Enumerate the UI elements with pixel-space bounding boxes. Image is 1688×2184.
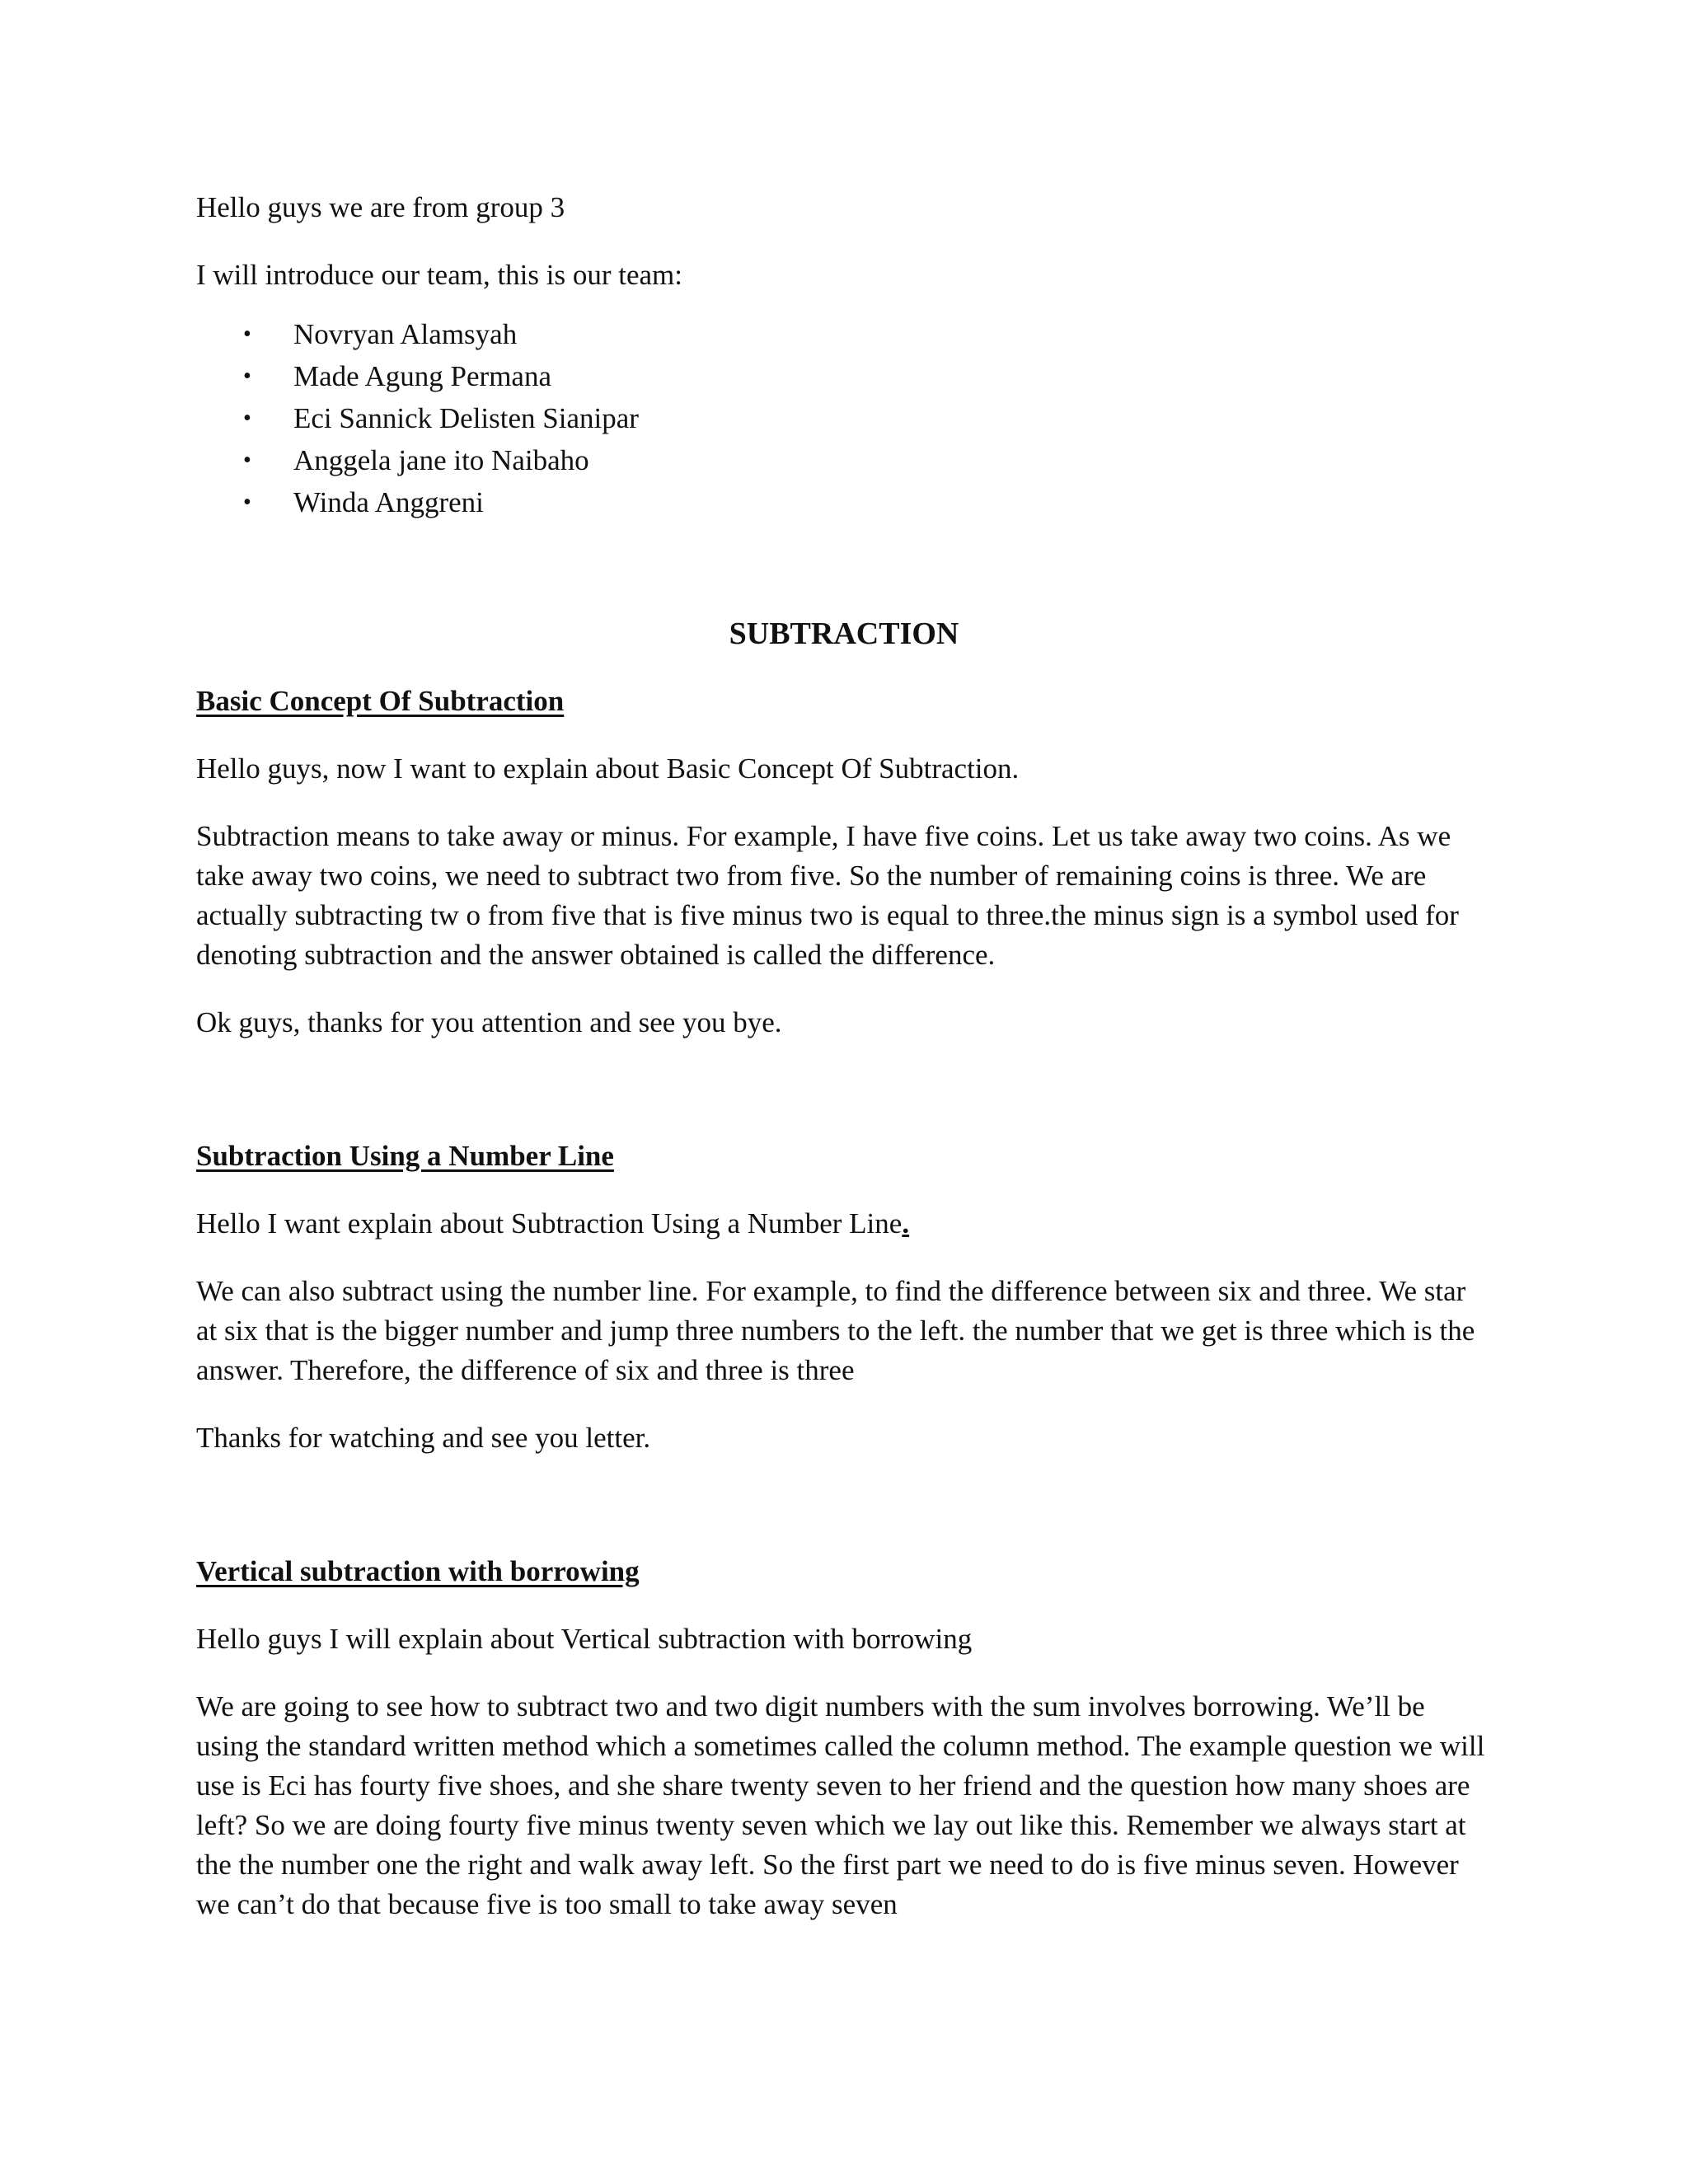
basic-closing-text: Ok guys, thanks for you attention and see you bye.	[196, 1006, 782, 1038]
number-line-intro-period: .	[902, 1207, 910, 1240]
number-line-intro-text: Hello I want explain about Subtraction Using a Number Line	[196, 1207, 903, 1240]
team-member-name: Anggela jane ito Naibaho	[293, 444, 589, 476]
number-line-closing-text: Thanks for watching and see you letter.	[196, 1422, 651, 1454]
team-member-name: Winda Anggreni	[293, 486, 484, 518]
greeting-text: Hello guys we are from group 3	[196, 191, 565, 223]
vertical-body-text: We are going to see how to subtract two and two digit numbers with the sum involves borrowing. We’ll be using the standard written method which a sometimes called the column method. The example question we will use is Eci has fourty five shoes, and she share twenty seven to her friend and the question how many shoes are left? So we are doing fourty five minus twenty seven which we lay out like this. Remember we always start at the the number one the right and walk away left. So the first part we need to do is five minus seven. However we can’t do that because five is too small to take away seven	[196, 1690, 1485, 1920]
section-heading-basic: Basic Concept Of Subtraction	[196, 685, 565, 717]
list-item	[196, 481, 1492, 523]
list-item	[196, 355, 1492, 397]
bullet-icon: •	[243, 405, 251, 431]
section-heading-number-line: Subtraction Using a Number Line	[196, 1140, 614, 1172]
list-item	[196, 397, 1492, 439]
bullet-icon: •	[243, 321, 251, 347]
basic-intro-text: Hello guys, now I want to explain about Basic Concept Of Subtraction.	[196, 752, 1020, 785]
team-member-list	[196, 313, 1492, 523]
number-line-body-text: We can also subtract using the number line. For example, to find the difference between six and three. We star at six that is the bigger number and jump three numbers to the left. the number that we get is three which is the answer. Therefore, the difference of six and three is three	[196, 1275, 1475, 1386]
team-member-name: Eci Sannick Delisten Sianipar	[293, 402, 639, 434]
team-intro-text: I will introduce our team, this is our team:	[196, 259, 683, 291]
number-line-intro	[196, 1204, 1492, 1244]
vertical-intro-text: Hello guys I will explain about Vertical subtraction with borrowing	[196, 1623, 973, 1655]
team-member-name: Novryan Alamsyah	[293, 318, 518, 350]
basic-body-text: Subtraction means to take away or minus. For example, I have five coins. Let us take away two coins. As we take away two coins, we need to subtract two from five. So the number of remaining coins is three. We are actually subtracting tw o from five that is five minus two is equal to three.the minus sign is a symbol used for denoting subtraction and the answer obtained is called the difference.	[196, 820, 1459, 971]
list-item	[196, 439, 1492, 481]
section-heading-vertical: Vertical subtraction with borrowing	[196, 1555, 640, 1587]
bullet-icon: •	[243, 363, 251, 389]
page-title: SUBTRACTION	[729, 616, 959, 651]
bullet-icon: •	[243, 448, 251, 473]
bullet-icon: •	[243, 490, 251, 515]
list-item	[196, 313, 1492, 355]
document-content	[196, 188, 1492, 1952]
team-member-name: Made Agung Permana	[293, 360, 551, 392]
